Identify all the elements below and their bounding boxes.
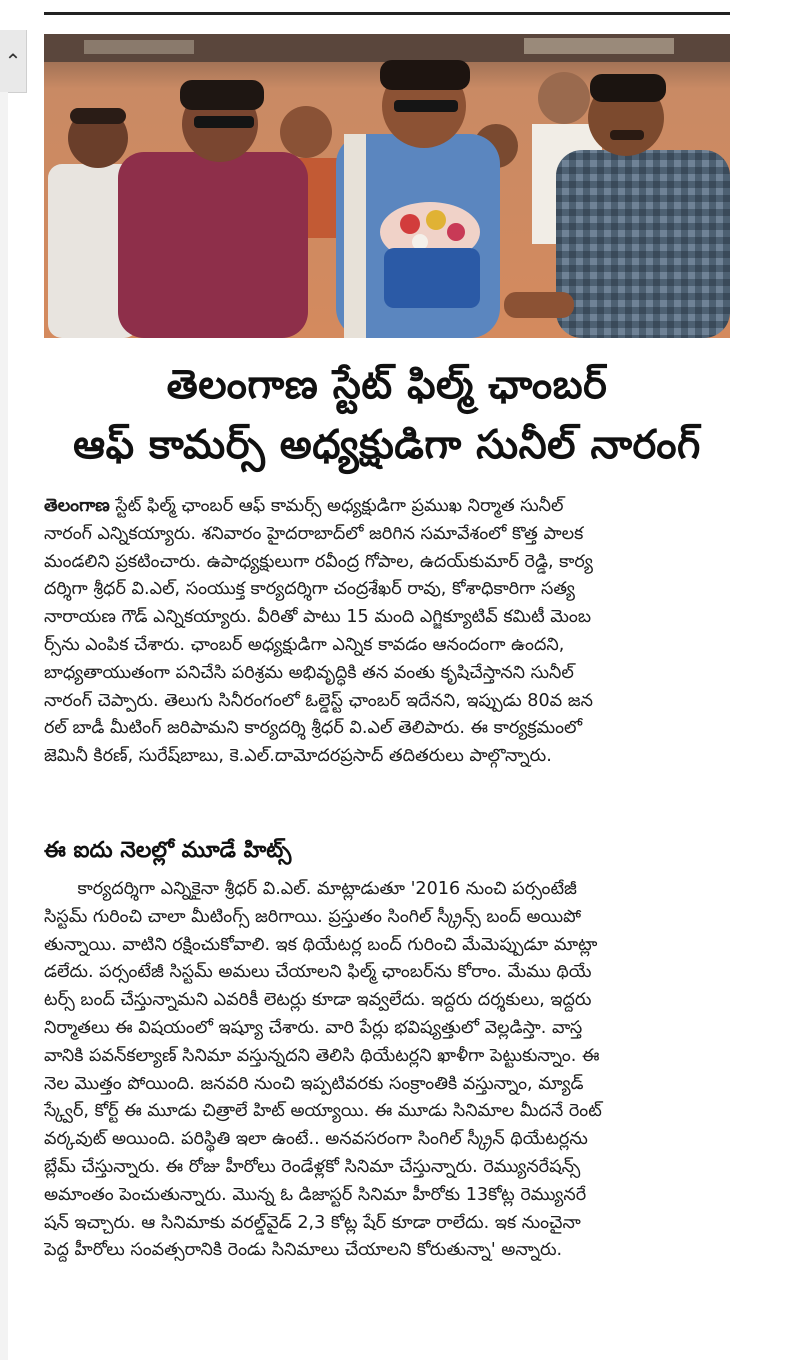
paragraph-line: నిర్మాతలు ఈ విషయంలో ఇష్యూ చేశారు. వారి పేర్లు భవిష్యత్తులో వెల్లడిస్తా. వాస్త bbox=[44, 1017, 583, 1038]
chevron-up-icon: ⌃ bbox=[4, 49, 22, 73]
paragraph-line: తెలంగాణ స్టేట్ ఫిల్మ్ ఛాంబర్ ఆఫ్ కామర్స్ అధ్యక్షుడిగా ప్రముఖ నిర్మాత సునీల్ bbox=[44, 496, 564, 516]
paragraph-line: నారంగ్ చెప్పారు. తెలుగు సినీరంగంలో ఓల్డెస్ట్ ఛాంబర్ ఇదేనని, ఇప్పుడు 80వ జన bbox=[44, 690, 593, 711]
top-rule bbox=[44, 12, 730, 15]
headline-line-2: ఆఫ్ కామర్స్ అధ్యక్షుడిగా సునీల్ నారంగ్ bbox=[73, 422, 701, 468]
paragraph-line: డలేదు. పర్సంటేజీ సిస్టమ్ అమలు చేయాలని ఫిల్మ్ ఛాంబర్‌ను కోరాం. మేము థియే bbox=[44, 962, 592, 983]
paragraph-line: దర్శిగా శ్రీధర్ వి.ఎల్, సంయుక్త కార్యదర్శిగా చంద్రశేఖర్ రావు, కోశాధికారిగా సత్య bbox=[44, 579, 575, 600]
paragraph-line: రల్ బాడీ మీటింగ్ జరిపామని కార్యదర్శి శ్రీధర్ వి.ఎల్ తెలిపారు. ఈ కార్యక్రమంలో bbox=[44, 718, 583, 739]
headline-line-1: తెలంగాణ స్టేట్ ఫిల్మ్ ఛాంబర్ bbox=[166, 362, 608, 408]
paragraph-line: సిస్టమ్ గురించి చాలా మీటింగ్స్ జరిగాయి. ప్రస్తుతం సింగిల్ స్క్రీన్స్ బంద్ అయిపో bbox=[44, 906, 582, 927]
page-edge bbox=[0, 92, 8, 1360]
paragraph-line: కార్యదర్శిగా ఎన్నికైనా శ్రీధర్ వి.ఎల్. మాట్లాడుతూ '2016 నుంచి పర్సంటేజీ bbox=[44, 879, 577, 899]
paragraph-line: తున్నాయి. వాటిని రక్షించుకోవాలి. ఇక థియేటర్ల బంద్ గురించి మేమెప్పుడూ మాట్లా bbox=[44, 934, 598, 955]
paragraph-line: అమాంతం పెంచుతున్నారు. మొన్న ఓ డిజాస్టర్ సినిమా హీరోకు 13కోట్ల రెమ్యునరే bbox=[44, 1184, 587, 1205]
paragraph-line: నెల మొత్తం పోయింది. జనవరి నుంచి ఇప్పటివరకు సంక్రాంతికి వస్తున్నాం, మ్యాడ్ bbox=[44, 1073, 584, 1094]
paragraph-line: టర్స్ బంద్ చేస్తున్నామని ఎవరికీ లెటర్లు కూడా ఇవ్వలేదు. ఇద్దరు దర్శకులు, ఇద్దరు bbox=[44, 990, 592, 1011]
paragraph-line: ర్స్‌ను ఎంపిక చేశారు. ఛాంబర్ అధ్యక్షుడిగా ఎన్నిక కావడం ఆనందంగా ఉందని, bbox=[44, 634, 565, 655]
paragraph-line: పెద్ద హీరోలు సంవత్సరానికి రెండు సినిమాలు చేయాలని కోరుతున్నా' అన్నారు. bbox=[44, 1240, 563, 1261]
article-paragraph-2 bbox=[44, 876, 730, 1265]
page-curl-tab[interactable] bbox=[0, 30, 27, 93]
paragraph-line: స్క్వేర్, కోర్ట్ ఈ మూడు చిత్రాలే హిట్ అయ్యాయి. ఈ మూడు సినిమాల మీదనే రెంట్ bbox=[44, 1101, 602, 1122]
paragraph-line: వర్కవుట్ అయింది. పరిస్థితి ఇలా ఉంటే.. అనవసరంగా సింగిల్ స్క్రీన్ థియేటర్లను bbox=[44, 1129, 588, 1150]
paragraph-line: బ్లేమ్ చేస్తున్నారు. ఈ రోజు హీరోలు రెండేళ్లకో సినిమా చేస్తున్నారు. రెమ్యునరేషన్స్ bbox=[44, 1156, 581, 1177]
paragraph-line: మండలిని ప్రకటించారు. ఉపాధ్యక్షులుగా రవీంద్ర గోపాల, ఉదయ్‌కుమార్ రెడ్డి, కార్య bbox=[44, 551, 593, 572]
paragraph-line: జెమినీ కిరణ్, సురేష్‌బాబు, కె.ఎల్.దామోదరప్రసాద్ తదితరులు పాల్గొన్నారు. bbox=[44, 746, 552, 767]
group-photo bbox=[44, 34, 730, 338]
lead-word: తెలంగాణ bbox=[44, 496, 110, 516]
article-subheading: ఈ ఐదు నెలల్లో మూడే హిట్స్ bbox=[44, 838, 292, 863]
paragraph-line: బాధ్యతాయుతంగా పనిచేసి పరిశ్రమ అభివృద్ధికి తన వంతు కృషిచేస్తానని సునీల్ bbox=[44, 662, 574, 683]
paragraph-line: వానికి పవన్‌కల్యాణ్ సినిమా వస్తున్నదని తెలిసి థియేటర్లని ఖాళీగా పెట్టుకున్నాం. ఈ bbox=[44, 1045, 600, 1066]
paragraph-line: నారాయణ గౌడ్ ఎన్నికయ్యారు. వీరితో పాటు 15 మంది ఎగ్జిక్యూటివ్ కమిటీ మెంబ bbox=[44, 607, 592, 628]
article-paragraph-1 bbox=[44, 493, 730, 771]
paragraph-line: షన్ ఇచ్చారు. ఆ సినిమాకు వరల్డ్‌వైడ్ 2,3 కోట్ల షేర్ కూడా రాలేదు. ఇక నుంచైనా bbox=[44, 1212, 581, 1233]
paragraph-line: నారంగ్ ఎన్నికయ్యారు. శనివారం హైదరాబాద్‌లో జరిగిన సమావేశంలో కొత్త పాలక bbox=[44, 523, 584, 544]
